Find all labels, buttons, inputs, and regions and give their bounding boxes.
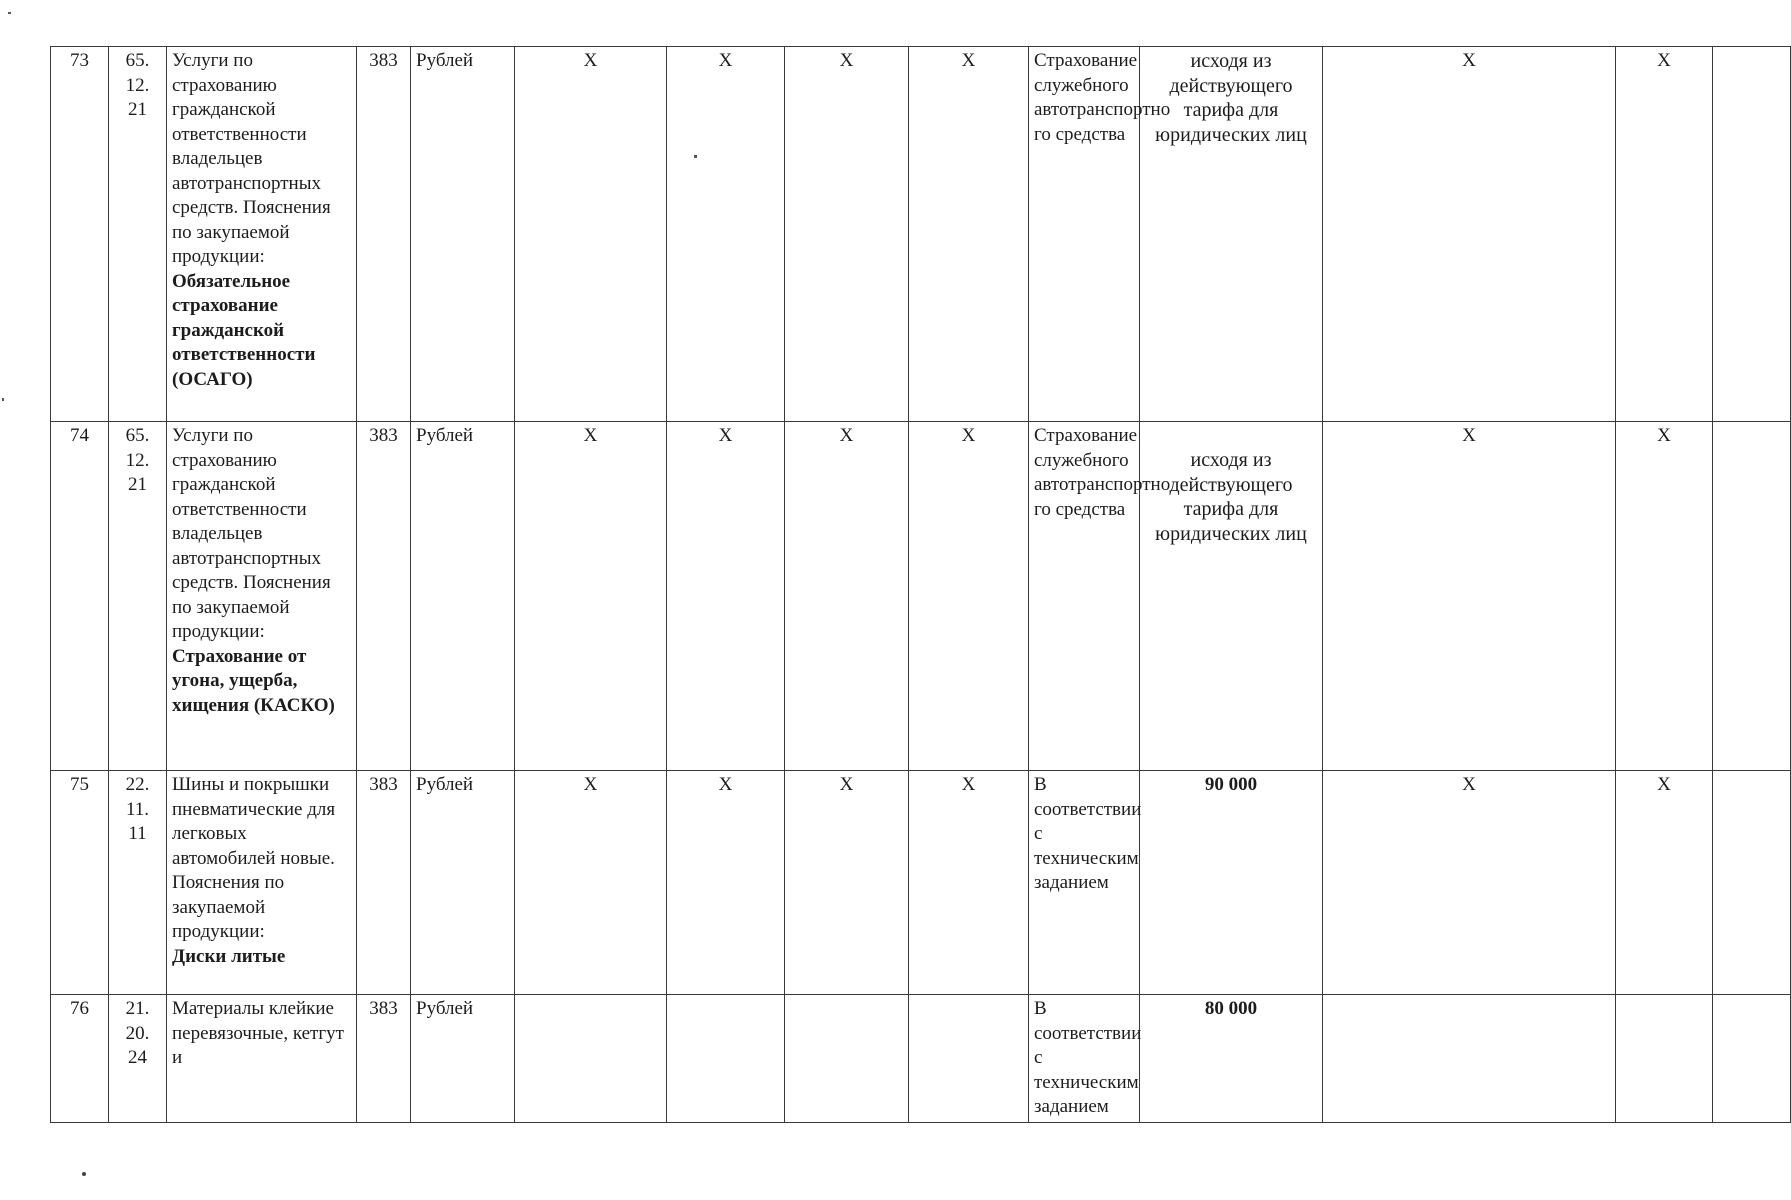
cell-x <box>1616 995 1713 1123</box>
table-row <box>51 422 1791 771</box>
product-name-explanation: Страхование от угона, ущерба, хищения (КАСКО) <box>172 645 335 716</box>
okpd-code-part: 65. <box>125 50 150 71</box>
cell-x: Х <box>909 771 1029 995</box>
characteristic: В соответствии с техническим заданием <box>1029 995 1140 1123</box>
cell-x: Х <box>785 47 909 422</box>
row-number: 76 <box>51 995 109 1123</box>
cell-x: Х <box>667 771 785 995</box>
row-number: 73 <box>51 47 109 422</box>
okpd-code-part: 24 <box>128 1047 147 1068</box>
table-row <box>51 47 1791 422</box>
okei-code: 383 <box>357 995 411 1123</box>
product-name <box>167 995 357 1123</box>
cell-x <box>909 995 1029 1123</box>
cell-x: Х <box>909 422 1029 771</box>
okei-code: 383 <box>357 47 411 422</box>
cell-x <box>785 995 909 1123</box>
product-name <box>167 771 357 995</box>
cell-x: Х <box>515 771 667 995</box>
okpd-code-part: 21. <box>125 998 150 1019</box>
row-number: 74 <box>51 422 109 771</box>
okpd-code-part: 12. <box>125 74 150 96</box>
product-name-explanation: Диски литые <box>172 945 286 967</box>
product-name-text: Услуги по страхованию гражданской ответственности владельцев автотранспортных средств. Пояснения по закупаемой продукции: <box>172 425 331 642</box>
scan-speck <box>2 398 4 401</box>
okpd-code <box>109 47 167 422</box>
cell-x: Х <box>1323 47 1616 422</box>
cell-x: Х <box>515 422 667 771</box>
product-name <box>167 422 357 771</box>
okpd-code-part: 65. <box>125 425 150 446</box>
cell-x: Х <box>667 422 785 771</box>
cell-x: Х <box>515 47 667 422</box>
okpd-code <box>109 995 167 1123</box>
cell-x: Х <box>1323 771 1616 995</box>
row-number: 75 <box>51 771 109 995</box>
okpd-code-part: 20. <box>125 1022 150 1044</box>
okpd-code-part: 11. <box>125 798 150 820</box>
cell-x <box>667 995 785 1123</box>
characteristic: В соответствии с техническим заданием <box>1029 771 1140 995</box>
unit-name: Рублей <box>411 47 515 422</box>
price-value: исходя из действующего тарифа для юридических лиц <box>1140 47 1323 422</box>
scan-speck <box>8 12 11 14</box>
unit-name: Рублей <box>411 995 515 1123</box>
cell-empty <box>1713 47 1791 422</box>
cell-x: Х <box>785 771 909 995</box>
okpd-code <box>109 771 167 995</box>
cell-x: Х <box>667 47 785 422</box>
okei-code: 383 <box>357 771 411 995</box>
characteristic: Страхование служебного автотранспортно го средства <box>1029 422 1140 771</box>
cell-empty <box>1713 995 1791 1123</box>
okpd-code-part: 12. <box>125 449 150 471</box>
cell-x: Х <box>909 47 1029 422</box>
okpd-code-part: 21 <box>128 99 147 120</box>
price-value: исходя из действующего тарифа для юридических лиц <box>1140 422 1323 771</box>
cell-x: Х <box>1323 422 1616 771</box>
table-row <box>51 771 1791 995</box>
unit-name: Рублей <box>411 771 515 995</box>
product-name-text: Услуги по страхованию гражданской ответственности владельцев автотранспортных средств. Пояснения по закупаемой продукции: <box>172 50 331 267</box>
cell-x: Х <box>1616 47 1713 422</box>
product-name <box>167 47 357 422</box>
okei-code: 383 <box>357 422 411 771</box>
cell-x: Х <box>1616 771 1713 995</box>
unit-name: Рублей <box>411 422 515 771</box>
price-value: 90 000 <box>1140 771 1323 995</box>
cell-empty <box>1713 422 1791 771</box>
price-value: 80 000 <box>1140 995 1323 1123</box>
cell-empty <box>1713 771 1791 995</box>
scan-speck <box>694 155 697 158</box>
okpd-code-part: 22. <box>125 774 150 795</box>
characteristic: Страхование служебного автотранспортно го средства <box>1029 47 1140 422</box>
product-name-explanation: Обязательное страхование гражданской ответственности (ОСАГО) <box>172 270 316 390</box>
product-name-text: Шины и покрышки пневматические для легковых автомобилей новые. Пояснения по закупаемой продукции: <box>172 774 336 942</box>
cell-x: Х <box>785 422 909 771</box>
cell-x <box>1323 995 1616 1123</box>
cell-x <box>515 995 667 1123</box>
procurement-table <box>50 46 1791 1123</box>
okpd-code-part: 21 <box>128 474 147 495</box>
cell-x: Х <box>1616 422 1713 771</box>
scan-dot <box>82 1172 86 1176</box>
table-row <box>51 995 1791 1123</box>
okpd-code-part: 11 <box>128 823 147 844</box>
okpd-code <box>109 422 167 771</box>
product-name-text: Материалы клейкие перевязочные, кетгут и <box>172 998 344 1068</box>
